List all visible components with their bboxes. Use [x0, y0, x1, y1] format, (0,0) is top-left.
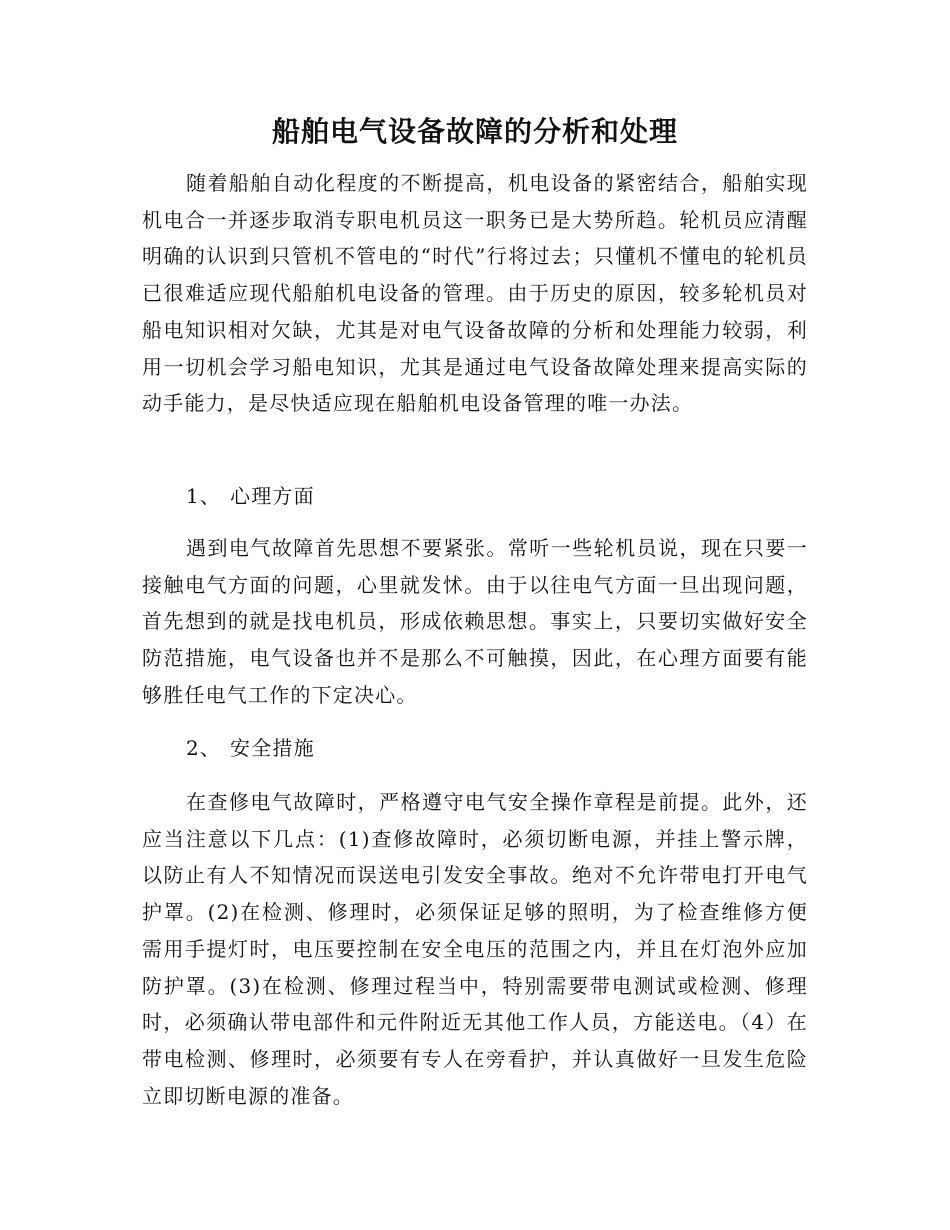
section-heading-2	[186, 730, 315, 766]
document-title: 船舶电气设备故障的分析和处理	[271, 115, 678, 148]
section-paragraph-2: 在查修电气故障时，严格遵守电气安全操作章程是前提。此外，还应当注意以下几点：(1)查修故障时，必须切断电源，并挂上警示牌，以防止有人不知情况而误送电引发安全事故。绝对不允许带电打开电气护罩。(2)在检测、修理时，必须保证足够的照明，为了检查维修方便需用手提灯时，电压要控制在安全电压的范围之内，并且在灯泡外应加防护罩。(3)在检测、修理过程当中，特别需要带电测试或检测、修理时，必须确认带电部件和元件附近无其他工作人员，方能送电。（4）在带电检测、修理时，必须要有专人在旁看护，并认真做好一旦发生危险立即切断电源的准备。	[142, 790, 808, 1108]
section-heading-1	[186, 478, 315, 514]
section-title-2: 安全措施	[230, 736, 315, 760]
section-title-1: 心理方面	[230, 484, 315, 508]
intro-paragraph: 随着船舶自动化程度的不断提高，机电设备的紧密结合，船舶实现机电合一并逐步取消专职电机员这一职务已是大势所趋。轮机员应清醒明确的认识到只管机不管电的“时代”行将过去；只懂机不懂电的轮机员已很难适应现代船舶机电设备的管理。由于历史的原因，较多轮机员对船电知识相对欠缺，尤其是对电气设备故障的分析和处理能力较弱，利用一切机会学习船电知识，尤其是通过电气设备故障处理来提高实际的动手能力，是尽快适应现在船舶机电设备管理的唯一办法。	[142, 171, 808, 416]
section-paragraph-1: 遇到电气故障首先思想不要紧张。常听一些轮机员说，现在只要一接触电气方面的问题，心里就发怵。由于以往电气方面一旦出现问题，首先想到的就是找电机员，形成依赖思想。事实上，只要切实做好安全防范措施，电气设备也并不是那么不可触摸，因此，在心理方面要有能够胜任电气工作的下定决心。	[142, 536, 808, 707]
section-number-1: 1、	[186, 484, 222, 508]
section-number-2: 2、	[186, 736, 222, 760]
